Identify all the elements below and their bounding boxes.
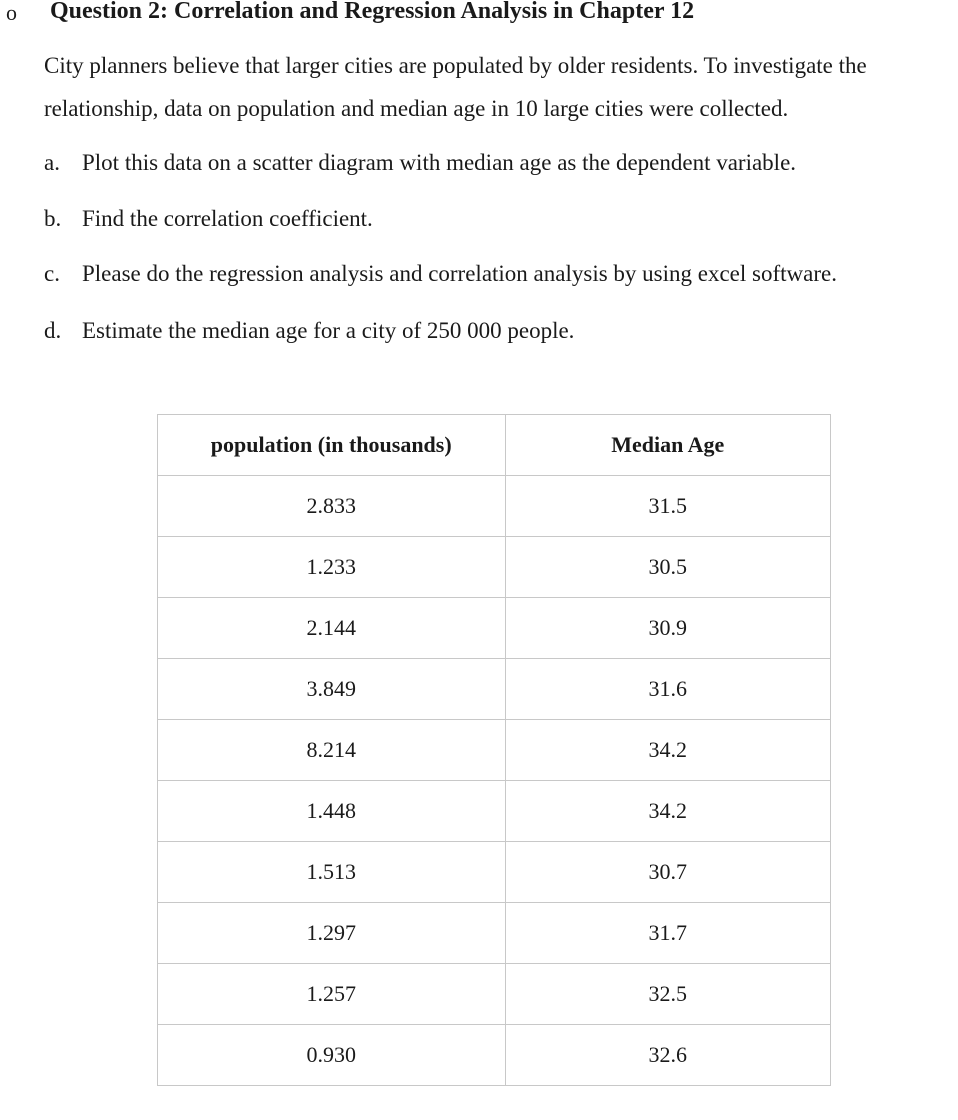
median-age-cell: 31.5 — [505, 476, 831, 537]
table-row — [158, 903, 831, 964]
table-row — [158, 842, 831, 903]
population-cell: 2.833 — [158, 476, 506, 537]
table-row — [158, 720, 831, 781]
table-row — [158, 598, 831, 659]
table-row — [158, 476, 831, 537]
population-cell: 2.144 — [158, 598, 506, 659]
question-part-a — [44, 149, 796, 177]
table-row — [158, 781, 831, 842]
part-text: Plot this data on a scatter diagram with median age as the dependent variable. — [82, 150, 797, 175]
median-age-cell: 30.5 — [505, 537, 831, 598]
table-row — [158, 537, 831, 598]
question-part-b — [44, 205, 373, 233]
median-age-cell: 32.5 — [505, 964, 831, 1025]
intro-text-line-2: relationship, data on population and median age in 10 large cities were collected. — [44, 96, 789, 121]
population-cell: 1.513 — [158, 842, 506, 903]
column-header-median-age: Median Age — [505, 415, 831, 476]
question-part-d — [44, 317, 574, 345]
data-table — [157, 414, 831, 1086]
population-cell: 0.930 — [158, 1025, 506, 1086]
question-title: Question 2: Correlation and Regression Analysis in Chapter 12 — [50, 0, 695, 24]
intro-text-line-1: City planners believe that larger cities are populated by older residents. To investigate the — [44, 53, 867, 78]
table-row — [158, 659, 831, 720]
column-header-population: population (in thousands) — [158, 415, 506, 476]
table-row — [158, 1025, 831, 1086]
part-text: Estimate the median age for a city of 250 000 people. — [82, 318, 575, 343]
part-label: d. — [44, 318, 62, 343]
question-part-c — [44, 260, 837, 288]
population-cell: 1.297 — [158, 903, 506, 964]
median-age-cell: 32.6 — [505, 1025, 831, 1086]
median-age-cell: 31.7 — [505, 903, 831, 964]
table-header-row — [158, 415, 831, 476]
median-age-cell: 30.7 — [505, 842, 831, 903]
part-label: a. — [44, 150, 60, 175]
table-row — [158, 964, 831, 1025]
population-cell: 3.849 — [158, 659, 506, 720]
part-text: Find the correlation coefficient. — [82, 206, 373, 231]
population-cell: 1.257 — [158, 964, 506, 1025]
median-age-cell: 31.6 — [505, 659, 831, 720]
population-cell: 1.448 — [158, 781, 506, 842]
list-bullet: o — [6, 0, 17, 25]
part-text: Please do the regression analysis and correlation analysis by using excel software. — [82, 261, 837, 286]
median-age-cell: 34.2 — [505, 781, 831, 842]
median-age-cell: 30.9 — [505, 598, 831, 659]
part-label: b. — [44, 206, 62, 231]
population-cell: 1.233 — [158, 537, 506, 598]
part-label: c. — [44, 261, 60, 286]
median-age-cell: 34.2 — [505, 720, 831, 781]
population-cell: 8.214 — [158, 720, 506, 781]
